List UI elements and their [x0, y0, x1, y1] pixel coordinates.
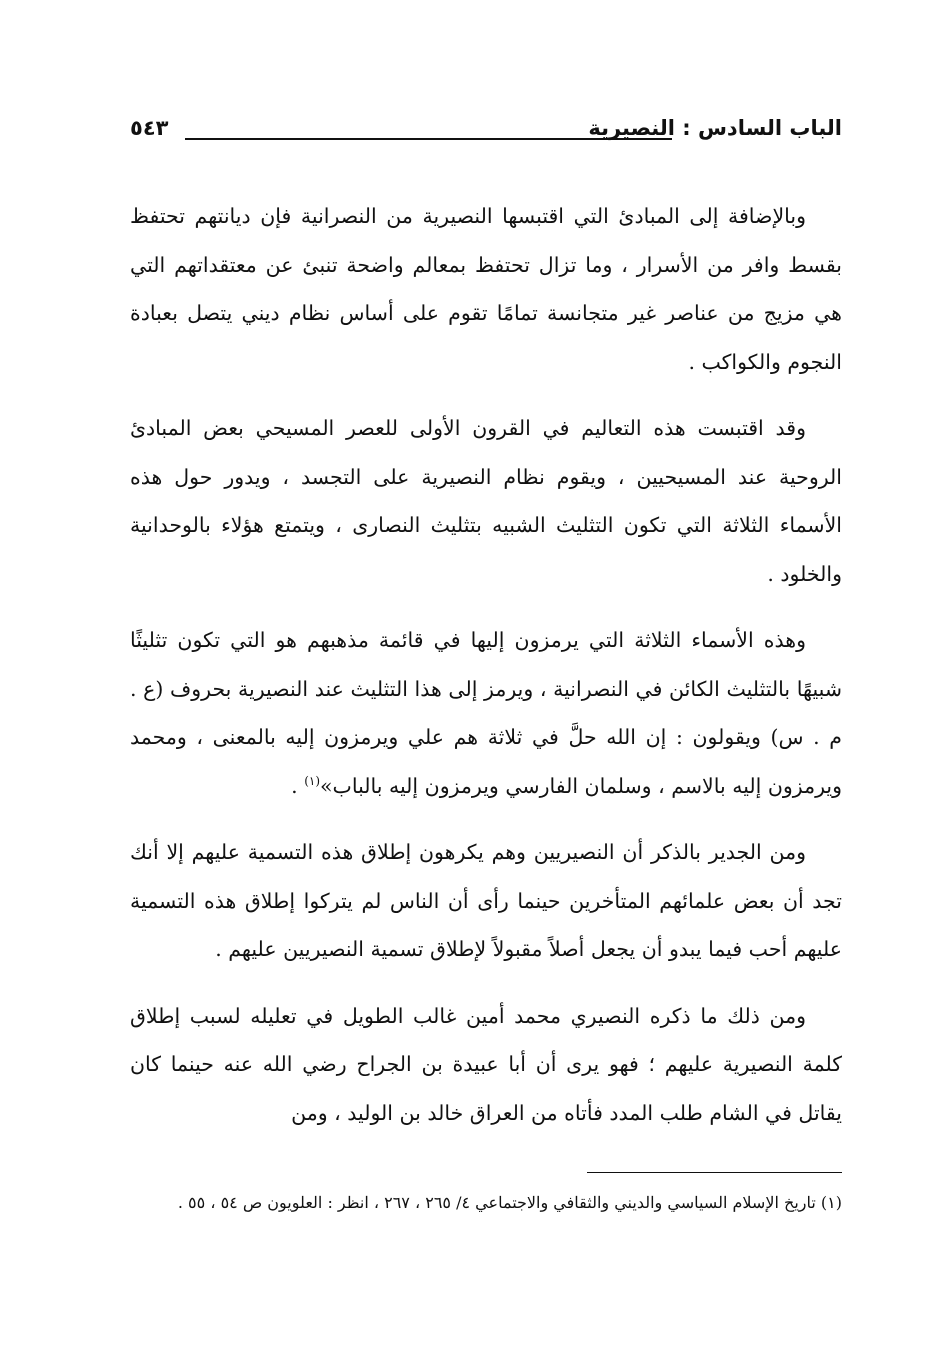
paragraph-3	[130, 616, 842, 810]
paragraph-3-text: وهذه الأسماء الثلاثة التي يرمزون إليها في قائمة مذهبهم هو التي تكون تثليثًا شبيهًا بالتثليث الكائن في النصرانية ، ويرمز إلى هذا التثليث عند النصيرية بحروف (ع . م . س) ويقولون : إن الله حلَّ في ثلاثة هم علي ويرمزون إليه بالمعنى ، ومحمد ويرمزون إليه بالاسم ، وسلمان الفارسي ويرمزون إليه بالباب»	[130, 628, 842, 798]
page-number: ٥٤٣	[130, 116, 169, 140]
paragraph-3-end: .	[291, 773, 305, 798]
paragraph-5: ومن ذلك ما ذكره النصيري محمد أمين غالب الطويل في تعليله لسبب إطلاق كلمة النصيرية عليهم ؛ فهو يرى أن أبا عبيدة بن الجراح رضي الله عنه حينما كان يقاتل في الشام طلب المدد فأتاه من العراق خالد بن الوليد ، ومن	[130, 1003, 842, 1125]
paragraph-4: ومن الجدير بالذكر أن النصيريين وهم يكرهون إطلاق هذه التسمية عليهم إلا أنك تجد أن بعض علمائهم المتأخرين حينما رأى أن الناس لم يتركوا إطلاق هذه التسمية عليهم أحب فيما يبدو أن يجعل أصلاً مقبولاً لإطلاق تسمية النصيريين عليهم .	[130, 840, 842, 961]
paragraph-1: وبالإضافة إلى المبادئ التي اقتبسها النصيرية من النصرانية فإن ديانتهم تحتفظ بقسط وافر من الأسرار ، وما تزال تحتفظ بمعالم واضحة تنبئ عن معتقداتهم التي هي مزيج من عناصر غير متجانسة تمامًا تقوم على أساس نظام ديني يتصل بعبادة النجوم والكواكب .	[130, 204, 842, 374]
paragraph-2: وقد اقتبست هذه التعاليم في القرون الأولى للعصر المسيحي بعض المبادئ الروحية عند المسيحيين ، ويقوم نظام النصيرية على التجسد ، ويدور حول هذه الأسماء الثلاثة التي تكون التثليث الشبيه بتثليث النصارى ، ويتمتع هؤلاء بالوحدانية والخلود .	[130, 416, 842, 586]
footnote: (١) تاريخ الإسلام السياسي والديني والثقافي والاجتماعي ٤/ ٢٦٥ ، ٢٦٧ ، انظر : العلويون ص ٥٤ ، ٥٥ .	[177, 1193, 842, 1212]
footnote-rule	[587, 1172, 842, 1173]
main-text	[130, 192, 842, 1155]
header-rule	[185, 138, 672, 140]
page-header	[130, 112, 842, 152]
footnote-reference: (١)	[304, 773, 321, 788]
chapter-title: الباب السادس : النصيرية	[588, 116, 842, 140]
